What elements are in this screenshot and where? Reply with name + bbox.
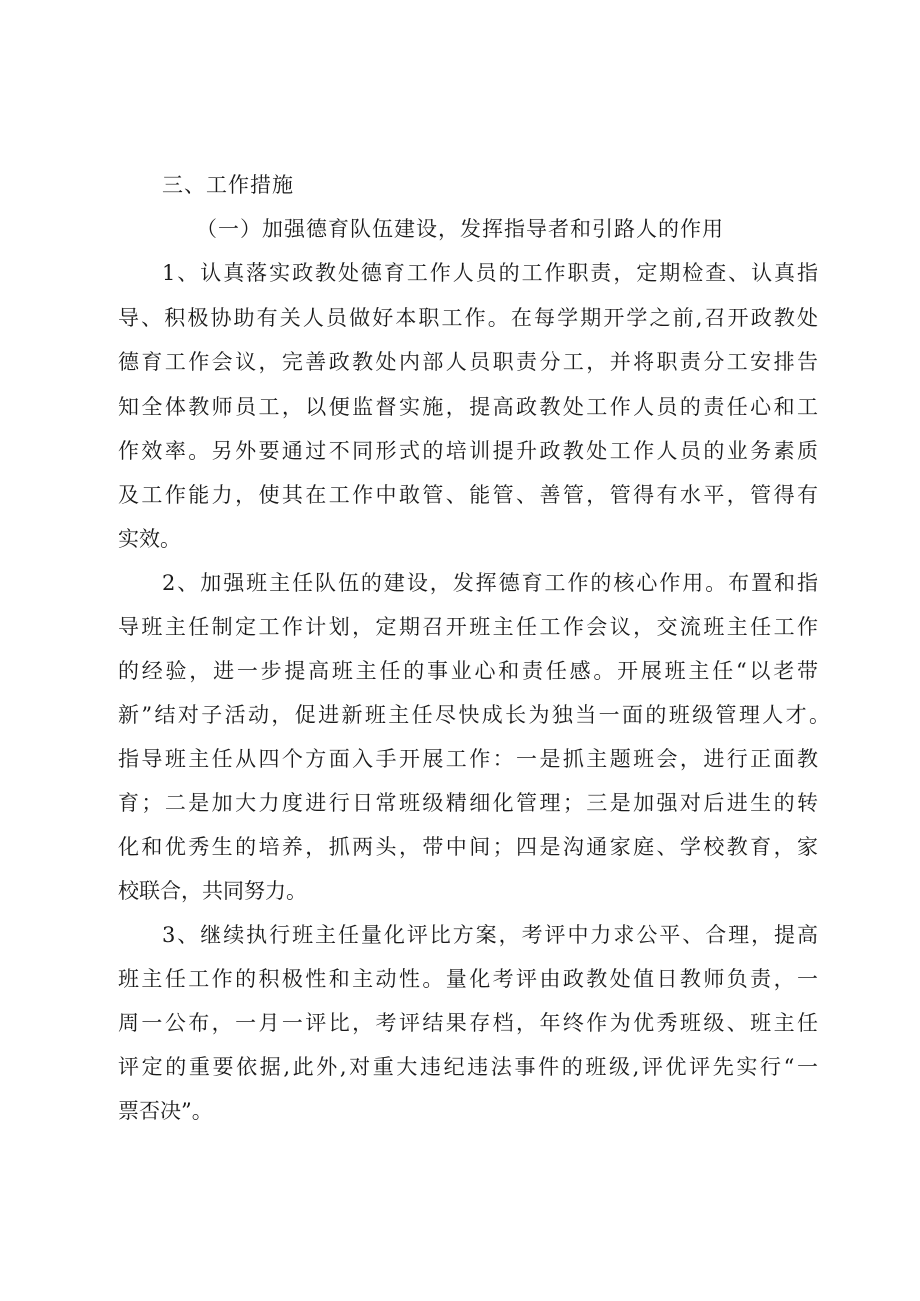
paragraph-line: 及工作能力，使其在工作中敢管、能管、善管，管得有水平，管得有 — [118, 483, 818, 507]
section-title: 三、工作措施 — [162, 173, 294, 197]
paragraph-line: 2、加强班主任队伍的建设，发挥德育工作的核心作用。布置和指 — [162, 571, 818, 595]
paragraph-line: 新”结对子活动，促进新班主任尽快成长为独当一面的班级管理人才。 — [118, 703, 830, 727]
subsection-title: （一）加强德育队伍建设，发挥指导者和引路人的作用 — [196, 217, 724, 241]
paragraph-line: 票否决”。 — [118, 1099, 213, 1123]
paragraph-line: 的经验，进一步提高班主任的事业心和责任感。开展班主任“以老带 — [118, 659, 818, 683]
paragraph-line: 1、认真落实政教处德育工作人员的工作职责，定期检查、认真指 — [162, 261, 818, 285]
paragraph-line: 德育工作会议，完善政教处内部人员职责分工，并将职责分工安排告 — [118, 350, 818, 374]
paragraph-line: 导班主任制定工作计划，定期召开班主任工作会议，交流班主任工作 — [118, 615, 818, 639]
paragraph-line: 指导班主任从四个方面入手开展工作：一是抓主题班会，进行正面教 — [118, 747, 818, 771]
paragraph-line: 实效。 — [118, 527, 181, 551]
paragraph-line: 育；二是加大力度进行日常班级精细化管理；三是加强对后进生的转 — [118, 791, 818, 815]
paragraph-line: 作效率。另外要通过不同形式的培训提升政教处工作人员的业务素质 — [118, 439, 818, 463]
paragraph-line: 校联合，共同努力。 — [118, 879, 307, 903]
paragraph-line: 导、积极协助有关人员做好本职工作。在每学期开学之前,召开政教处 — [118, 306, 818, 330]
paragraph-line: 周一公布，一月一评比，考评结果存档，年终作为优秀班级、班主任 — [118, 1011, 818, 1035]
paragraph-line: 3、继续执行班主任量化评比方案，考评中力求公平、合理，提高 — [162, 923, 818, 947]
paragraph-line: 评定的重要依据,此外,对重大违纪违法事件的班级,评优评先实行“一 — [118, 1055, 818, 1079]
paragraph-line: 知全体教师员工，以便监督实施，提高政教处工作人员的责任心和工 — [118, 395, 818, 419]
paragraph-line: 化和优秀生的培养，抓两头，带中间；四是沟通家庭、学校教育，家 — [118, 835, 818, 859]
paragraph-line: 班主任工作的积极性和主动性。量化考评由政教处值日教师负责，一 — [118, 967, 818, 991]
